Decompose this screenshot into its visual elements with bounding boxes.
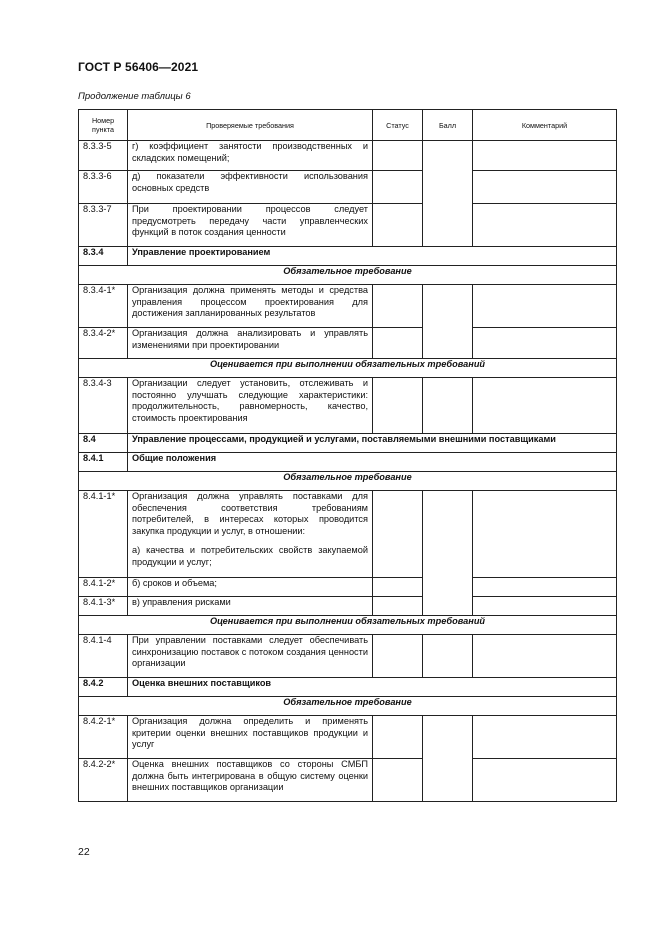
comment-cell — [473, 597, 617, 616]
row-number: 8.4.2-2* — [79, 759, 128, 802]
comment-cell — [473, 578, 617, 597]
section-row — [79, 266, 617, 285]
table-row — [79, 247, 617, 266]
table-row — [79, 678, 617, 697]
score-cell — [423, 285, 473, 359]
row-number: 8.4.1 — [79, 453, 128, 472]
status-cell — [373, 759, 423, 802]
section-label: Обязательное требование — [79, 266, 617, 285]
comment-cell — [473, 285, 617, 328]
section-label: Оценивается при выполнении обязательных требований — [79, 616, 617, 635]
section-row — [79, 616, 617, 635]
section-row — [79, 472, 617, 491]
table-row — [79, 141, 617, 171]
row-requirement: г) коэффициент занятости производственных и складских помещений; — [128, 141, 373, 171]
table-row — [79, 328, 617, 359]
score-cell — [423, 491, 473, 616]
row-requirement: Оценка внешних поставщиков со стороны СМБП должна быть интегрирована в общую систему оценки внешних поставщиков организации — [128, 759, 373, 802]
status-cell — [373, 204, 423, 247]
row-requirement: При проектировании процессов следует предусмотреть передачу части управленческих функций в поток создания ценности — [128, 204, 373, 247]
section-label: Обязательное требование — [79, 472, 617, 491]
table-caption: Продолжение таблицы 6 — [78, 91, 191, 102]
comment-cell — [473, 635, 617, 678]
score-cell — [423, 378, 473, 434]
requirement-paragraph: Организация должна управлять поставками для обеспечения соответствия требованиям потребителей, в интересах которых проводится закупка продукции и услуг, в отношении: — [132, 491, 368, 536]
comment-cell — [473, 378, 617, 434]
row-number: 8.4.1-1* — [79, 491, 128, 578]
column-header-comment: Комментарий — [473, 110, 617, 141]
document-header: ГОСТ Р 56406—2021 — [78, 60, 199, 74]
table-row — [79, 597, 617, 616]
status-cell — [373, 578, 423, 597]
page-number: 22 — [78, 846, 90, 858]
subsection-title: Управление проектированием — [128, 247, 617, 266]
table-row — [79, 285, 617, 328]
comment-cell — [473, 716, 617, 759]
row-number: 8.3.4-1* — [79, 285, 128, 328]
subsection-title: Оценка внешних поставщиков — [128, 678, 617, 697]
row-number: 8.3.4 — [79, 247, 128, 266]
row-requirement: Организация должна определить и применять критерии оценки внешних поставщиков продукции и услуг — [128, 716, 373, 759]
comment-cell — [473, 204, 617, 247]
row-number: 8.4.1-4 — [79, 635, 128, 678]
table-row — [79, 635, 617, 678]
table-row — [79, 759, 617, 802]
row-requirement: б) сроков и объема; — [128, 578, 373, 597]
row-requirement: Организация должна анализировать и управлять изменениями при проектировании — [128, 328, 373, 359]
column-header-number: Номер пункта — [79, 110, 128, 141]
section-label: Обязательное требование — [79, 697, 617, 716]
row-requirement — [128, 491, 373, 578]
row-number: 8.3.4-3 — [79, 378, 128, 434]
status-cell — [373, 285, 423, 328]
status-cell — [373, 171, 423, 204]
table-row — [79, 171, 617, 204]
row-number: 8.4.1-2* — [79, 578, 128, 597]
status-cell — [373, 491, 423, 578]
row-number: 8.3.4-2* — [79, 328, 128, 359]
table-row — [79, 204, 617, 247]
row-number: 8.3.3-5 — [79, 141, 128, 171]
row-number: 8.4.2 — [79, 678, 128, 697]
table-row — [79, 378, 617, 434]
comment-cell — [473, 491, 617, 578]
row-number: 8.4 — [79, 434, 128, 453]
score-cell — [423, 141, 473, 247]
table-header-row — [79, 110, 617, 141]
status-cell — [373, 141, 423, 171]
status-cell — [373, 378, 423, 434]
table-row — [79, 716, 617, 759]
table-row — [79, 578, 617, 597]
status-cell — [373, 597, 423, 616]
column-header-requirements: Проверяемые требования — [128, 110, 373, 141]
requirements-table — [78, 109, 617, 802]
column-header-status: Статус — [373, 110, 423, 141]
section-label: Оценивается при выполнении обязательных требований — [79, 359, 617, 378]
score-cell — [423, 716, 473, 802]
status-cell — [373, 716, 423, 759]
requirement-paragraph: а) качества и потребительских свойств закупаемой продукции и услуг; — [132, 545, 368, 567]
section-title: Управление процессами, продукцией и услугами, поставляемыми внешними поставщиками — [128, 434, 617, 453]
table-row — [79, 453, 617, 472]
status-cell — [373, 635, 423, 678]
row-requirement: Организация должна применять методы и средства управления процессом проектирования для достижения запланированных результатов — [128, 285, 373, 328]
column-header-score: Балл — [423, 110, 473, 141]
row-number: 8.3.3-7 — [79, 204, 128, 247]
table-row — [79, 434, 617, 453]
row-requirement: д) показатели эффективности использования основных средств — [128, 171, 373, 204]
section-row — [79, 359, 617, 378]
row-number: 8.3.3-6 — [79, 171, 128, 204]
row-number: 8.4.2-1* — [79, 716, 128, 759]
comment-cell — [473, 328, 617, 359]
row-requirement: в) управления рисками — [128, 597, 373, 616]
score-cell — [423, 635, 473, 678]
subsection-title: Общие положения — [128, 453, 617, 472]
row-requirement: При управлении поставками следует обеспечивать синхронизацию поставок с потоком создания ценности организации — [128, 635, 373, 678]
comment-cell — [473, 141, 617, 171]
comment-cell — [473, 759, 617, 802]
table-row — [79, 491, 617, 578]
row-requirement: Организации следует установить, отслеживать и постоянно улучшать следующие характеристики: продолжительность, равномерность, качество, стоимость проектирования — [128, 378, 373, 434]
comment-cell — [473, 171, 617, 204]
row-number: 8.4.1-3* — [79, 597, 128, 616]
section-row — [79, 697, 617, 716]
status-cell — [373, 328, 423, 359]
